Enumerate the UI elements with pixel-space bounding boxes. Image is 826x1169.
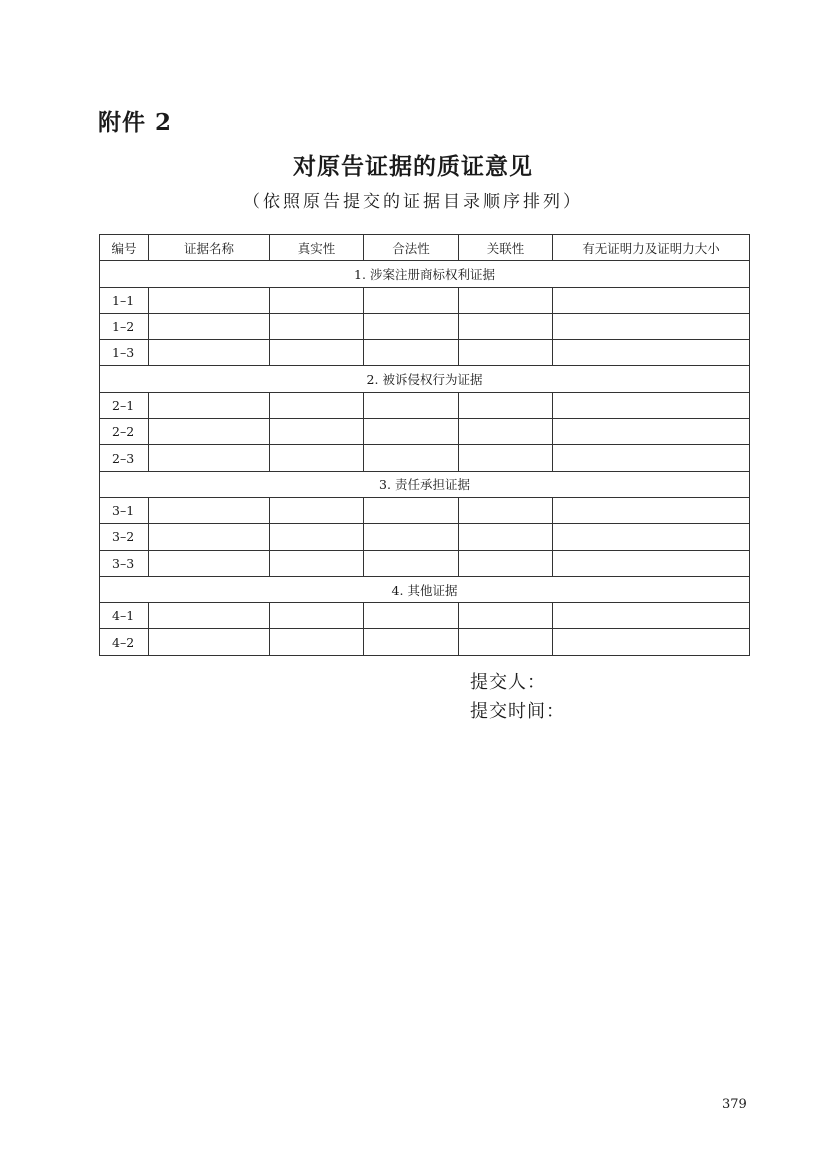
cell-authenticity[interactable]	[270, 313, 364, 339]
table-row	[100, 550, 750, 576]
cell-legality[interactable]	[364, 445, 459, 471]
submitter-label: 提交人：	[470, 672, 546, 693]
evidence-number: 3–1	[100, 497, 149, 523]
column-header-legality: 合法性	[364, 235, 459, 261]
evidence-number: 3–2	[100, 524, 149, 550]
cell-evidence-name[interactable]	[149, 313, 270, 339]
cell-authenticity[interactable]	[270, 340, 364, 366]
table-row	[100, 445, 750, 471]
cell-evidence-name[interactable]	[149, 445, 270, 471]
cell-relevance[interactable]	[459, 497, 553, 523]
column-header-relevance: 关联性	[459, 235, 553, 261]
cell-probative-value[interactable]	[553, 313, 750, 339]
cell-authenticity[interactable]	[270, 287, 364, 313]
cell-relevance[interactable]	[459, 603, 553, 629]
table-row	[100, 313, 750, 339]
cell-relevance[interactable]	[459, 550, 553, 576]
cell-legality[interactable]	[364, 550, 459, 576]
page-number: 379	[722, 1097, 747, 1112]
section-heading: 2. 被诉侵权行为证据	[100, 366, 750, 392]
cell-probative-value[interactable]	[553, 392, 750, 418]
cell-legality[interactable]	[364, 629, 459, 655]
column-header-evidence-name: 证据名称	[149, 235, 270, 261]
evidence-number: 2–2	[100, 419, 149, 445]
cell-legality[interactable]	[364, 419, 459, 445]
evidence-number: 1–2	[100, 313, 149, 339]
table-row	[100, 392, 750, 418]
cell-legality[interactable]	[364, 524, 459, 550]
cell-probative-value[interactable]	[553, 287, 750, 313]
evidence-number: 1–3	[100, 340, 149, 366]
table-row	[100, 287, 750, 313]
cell-probative-value[interactable]	[553, 419, 750, 445]
cell-relevance[interactable]	[459, 392, 553, 418]
section-heading: 4. 其他证据	[100, 576, 750, 602]
cell-relevance[interactable]	[459, 419, 553, 445]
evidence-number: 4–1	[100, 603, 149, 629]
cell-probative-value[interactable]	[553, 445, 750, 471]
document-subtitle: （依照原告提交的证据目录顺序排列）	[243, 192, 583, 212]
column-header-probative-value: 有无证明力及证明力大小	[553, 235, 750, 261]
cell-authenticity[interactable]	[270, 524, 364, 550]
cell-authenticity[interactable]	[270, 603, 364, 629]
cell-probative-value[interactable]	[553, 629, 750, 655]
cell-probative-value[interactable]	[553, 497, 750, 523]
cell-legality[interactable]	[364, 287, 459, 313]
cell-relevance[interactable]	[459, 313, 553, 339]
cell-legality[interactable]	[364, 497, 459, 523]
section-row	[100, 576, 750, 602]
cell-evidence-name[interactable]	[149, 419, 270, 445]
cell-authenticity[interactable]	[270, 445, 364, 471]
cell-relevance[interactable]	[459, 629, 553, 655]
cell-legality[interactable]	[364, 392, 459, 418]
table-row	[100, 497, 750, 523]
table-row	[100, 340, 750, 366]
cell-relevance[interactable]	[459, 340, 553, 366]
cell-evidence-name[interactable]	[149, 629, 270, 655]
evidence-table	[99, 234, 750, 656]
document-title: 对原告证据的质证意见	[293, 153, 533, 180]
cell-evidence-name[interactable]	[149, 340, 270, 366]
cell-authenticity[interactable]	[270, 629, 364, 655]
column-header-number: 编号	[100, 235, 149, 261]
table-header-row	[100, 235, 750, 261]
cell-legality[interactable]	[364, 313, 459, 339]
cell-authenticity[interactable]	[270, 497, 364, 523]
cell-evidence-name[interactable]	[149, 497, 270, 523]
evidence-number: 3–3	[100, 550, 149, 576]
cell-probative-value[interactable]	[553, 340, 750, 366]
column-header-authenticity: 真实性	[270, 235, 364, 261]
cell-probative-value[interactable]	[553, 524, 750, 550]
evidence-number: 2–3	[100, 445, 149, 471]
section-heading: 1. 涉案注册商标权利证据	[100, 261, 750, 287]
section-row	[100, 366, 750, 392]
cell-evidence-name[interactable]	[149, 603, 270, 629]
table-row	[100, 603, 750, 629]
cell-evidence-name[interactable]	[149, 524, 270, 550]
cell-authenticity[interactable]	[270, 550, 364, 576]
cell-probative-value[interactable]	[553, 550, 750, 576]
section-row	[100, 471, 750, 497]
cell-relevance[interactable]	[459, 287, 553, 313]
cell-relevance[interactable]	[459, 524, 553, 550]
evidence-number: 1–1	[100, 287, 149, 313]
evidence-number: 4–2	[100, 629, 149, 655]
cell-legality[interactable]	[364, 603, 459, 629]
evidence-number: 2–1	[100, 392, 149, 418]
table-row	[100, 629, 750, 655]
attachment-label: 附件 2	[98, 109, 173, 136]
section-heading: 3. 责任承担证据	[100, 471, 750, 497]
cell-evidence-name[interactable]	[149, 550, 270, 576]
cell-evidence-name[interactable]	[149, 287, 270, 313]
cell-probative-value[interactable]	[553, 603, 750, 629]
cell-authenticity[interactable]	[270, 392, 364, 418]
cell-relevance[interactable]	[459, 445, 553, 471]
cell-legality[interactable]	[364, 340, 459, 366]
cell-evidence-name[interactable]	[149, 392, 270, 418]
cell-authenticity[interactable]	[270, 419, 364, 445]
table-row	[100, 419, 750, 445]
section-row	[100, 261, 750, 287]
table-row	[100, 524, 750, 550]
submit-time-label: 提交时间：	[470, 701, 565, 722]
